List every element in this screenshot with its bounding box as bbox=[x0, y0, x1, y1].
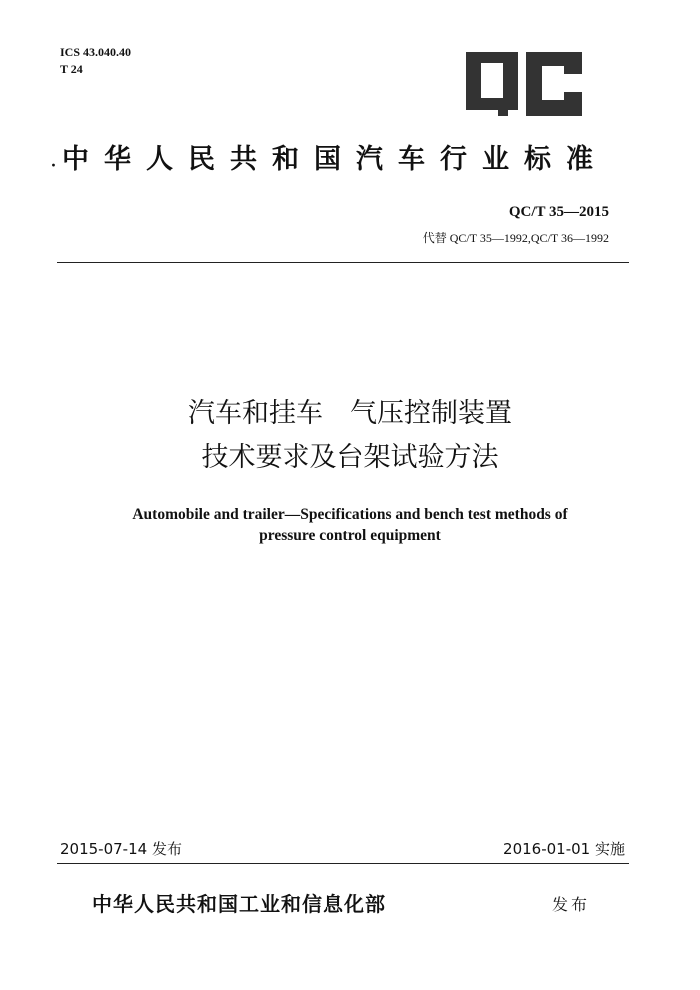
issued-label: 发布 bbox=[552, 895, 591, 914]
industry-standard-banner bbox=[50, 142, 630, 182]
ccs-code: T 24 bbox=[60, 62, 83, 76]
industry-standard-name: 中华人民共和国汽车行业标准 bbox=[62, 144, 608, 175]
title-en-line-1: Automobile and trailer—Specifications and bench test methods of bbox=[132, 506, 568, 523]
title-en-line-2: pressure control equipment bbox=[259, 527, 441, 544]
document-title bbox=[0, 392, 700, 480]
title-line-2: 技术要求及台架试验方法 bbox=[201, 442, 499, 473]
header-divider bbox=[57, 262, 629, 263]
ics-code: ICS 43.040.40 bbox=[60, 45, 132, 59]
issue-date: 2015-07-14 发布 bbox=[60, 840, 182, 858]
implementation-date: 2016-01-01 实施 bbox=[503, 840, 625, 858]
issuing-authority: 中华人民共和国工业和信息化部 bbox=[92, 892, 386, 916]
classification-codes bbox=[60, 44, 131, 78]
qc-logo-icon bbox=[464, 50, 584, 118]
document-title-english bbox=[0, 504, 700, 546]
bullet-dot-icon: · bbox=[50, 154, 57, 179]
footer-divider bbox=[57, 863, 629, 864]
qc-logo bbox=[464, 50, 584, 118]
title-line-1: 汽车和挂车 气压控制装置 bbox=[188, 398, 512, 429]
standard-code: QC/T 35—2015 bbox=[508, 204, 609, 220]
standard-replaces: 代替 QC/T 35—1992,QC/T 36—1992 bbox=[422, 231, 609, 245]
